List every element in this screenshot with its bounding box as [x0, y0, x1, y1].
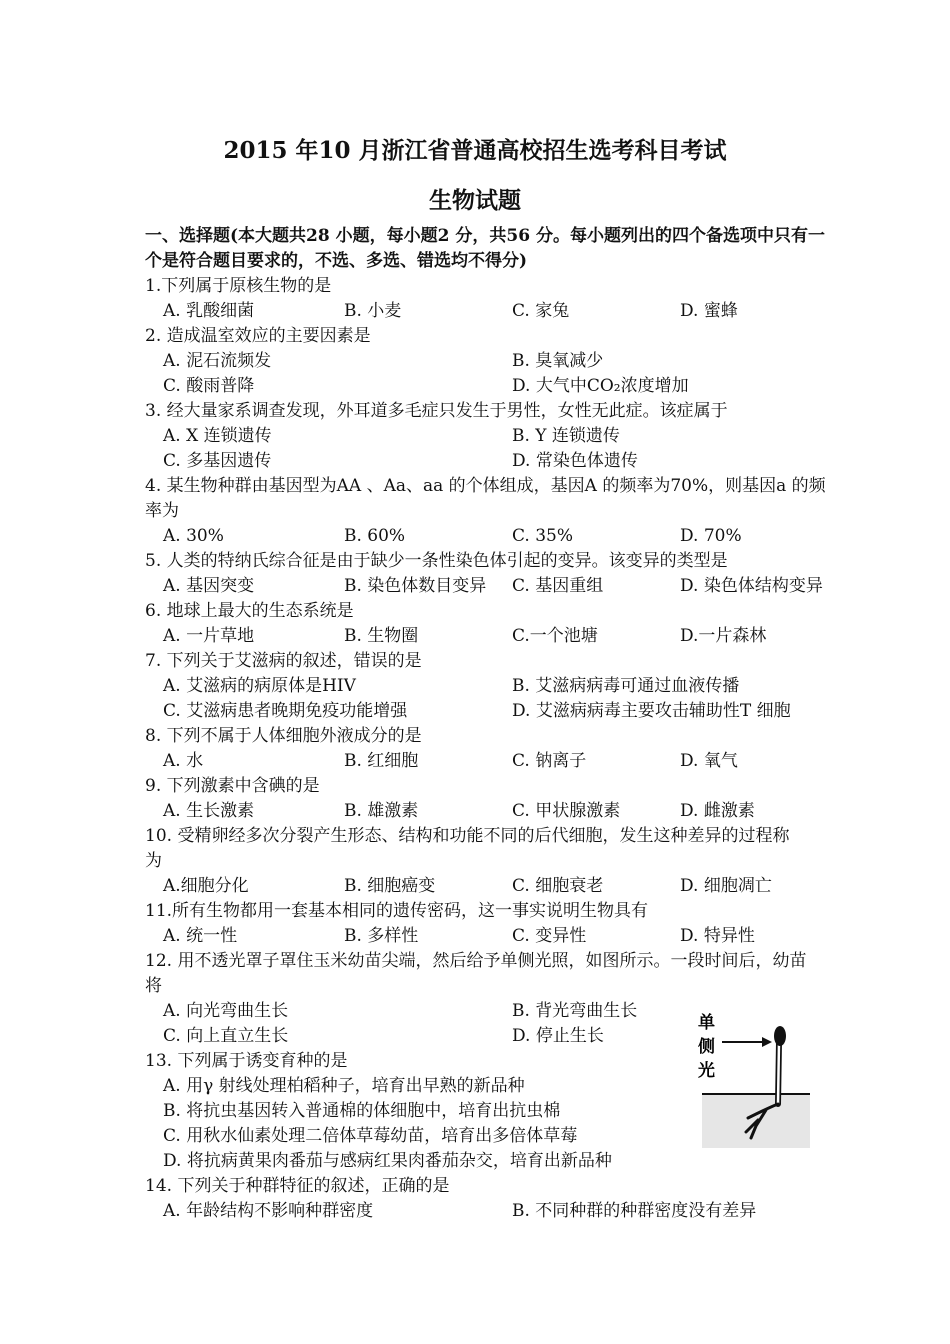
- q5-option-c: C. 基因重组: [512, 576, 604, 596]
- q3-option-a: A. X 连锁遗传: [163, 426, 272, 446]
- q7-option-d: D. 艾滋病病毒主要攻击辅助性T 细胞: [512, 701, 791, 721]
- q14-option-a: A. 年龄结构不影响种群密度: [163, 1201, 374, 1221]
- seedling-stem-icon: [778, 1042, 779, 1104]
- opaque-cap-icon: [774, 1026, 786, 1046]
- seedling-diagram: [696, 1008, 814, 1148]
- q2-stem: 2. 造成温室效应的主要因素是: [145, 326, 371, 346]
- q11-option-c: C. 变异性: [512, 926, 587, 946]
- q12-option-d: D. 停止生长: [512, 1026, 604, 1046]
- q2-option-b: B. 臭氧减少: [512, 351, 604, 371]
- q6-option-c: C.一个池塘: [512, 626, 598, 646]
- q9-option-b: B. 雄激素: [344, 801, 419, 821]
- seedling-figure: [696, 1008, 814, 1148]
- q4-option-d: D. 70%: [680, 526, 742, 546]
- q9-option-c: C. 甲状腺激素: [512, 801, 621, 821]
- q8-option-d: D. 氧气: [680, 751, 738, 771]
- q9-option-a: A. 生长激素: [163, 801, 255, 821]
- q13-option-b: B. 将抗虫基因转入普通棉的体细胞中，培育出抗虫棉: [163, 1101, 561, 1121]
- figure-label-char-3: 光: [698, 1061, 715, 1081]
- q8-option-a: A. 水: [163, 751, 204, 771]
- q13-stem: 13. 下列属于诱变育种的是: [145, 1051, 348, 1071]
- q12-option-b: B. 背光弯曲生长: [512, 1001, 638, 1021]
- exam-title: 2015 年10 月浙江省普通高校招生选考科目考试: [223, 137, 727, 164]
- q12-option-c: C. 向上直立生长: [163, 1026, 289, 1046]
- q4-option-a: A. 30%: [163, 526, 224, 546]
- q4-option-b: B. 60%: [344, 526, 406, 546]
- q11-stem: 11.所有生物都用一套基本相同的遗传密码，这一事实说明生物具有: [145, 901, 649, 921]
- q10-stem-line-2: 为: [145, 851, 162, 871]
- q13-option-c: C. 用秋水仙素处理二倍体草莓幼苗，培育出多倍体草莓: [163, 1126, 578, 1146]
- q10-option-a: A.细胞分化: [163, 876, 249, 896]
- q8-option-b: B. 红细胞: [344, 751, 419, 771]
- q1-option-a: A. 乳酸细菌: [163, 301, 255, 321]
- q1-option-b: B. 小麦: [344, 301, 402, 321]
- q13-option-d: D. 将抗病黄果肉番茄与感病红果肉番茄杂交，培育出新品种: [163, 1151, 612, 1171]
- q2-option-c: C. 酸雨普降: [163, 376, 255, 396]
- q8-option-c: C. 钠离子: [512, 751, 587, 771]
- q11-option-d: D. 特异性: [680, 926, 755, 946]
- q3-option-b: B. Y 连锁遗传: [512, 426, 620, 446]
- q12-option-a: A. 向光弯曲生长: [163, 1001, 289, 1021]
- q14-option-b: B. 不同种群的种群密度没有差异: [512, 1201, 757, 1221]
- section-heading-line-1: 一、选择题(本大题共28 小题，每小题2 分，共56 分。每小题列出的四个备选项中只有一: [145, 226, 825, 246]
- q6-option-d: D.一片森林: [680, 626, 767, 646]
- q8-stem: 8. 下列不属于人体细胞外液成分的是: [145, 726, 422, 746]
- q10-stem-line-1: 10. 受精卵经多次分裂产生形态、结构和功能不同的后代细胞，发生这种差异的过程称: [145, 826, 790, 846]
- q10-option-c: C. 细胞衰老: [512, 876, 604, 896]
- q5-option-d: D. 染色体结构变异: [680, 576, 823, 596]
- q6-option-b: B. 生物圈: [344, 626, 419, 646]
- q7-option-b: B. 艾滋病病毒可通过血液传播: [512, 676, 740, 696]
- q1-option-c: C. 家兔: [512, 301, 570, 321]
- q6-option-a: A. 一片草地: [163, 626, 255, 646]
- q13-option-a: A. 用γ 射线处理柏稻种子，培育出早熟的新品种: [163, 1076, 525, 1096]
- q3-stem: 3. 经大量家系调查发现，外耳道多毛症只发生于男性，女性无此症。该症属于: [145, 401, 728, 421]
- q12-stem-line-2: 将: [145, 976, 162, 996]
- q2-option-a: A. 泥石流频发: [163, 351, 272, 371]
- q4-stem-line-1: 4. 某生物种群由基因型为AA 、Aa、aa 的个体组成，基因A 的频率为70%，则基因a 的频: [145, 476, 826, 496]
- q3-option-d: D. 常染色体遗传: [512, 451, 638, 471]
- exam-subtitle: 生物试题: [429, 187, 521, 214]
- q5-stem: 5. 人类的特纳氏综合征是由于缺少一条性染色体引起的变异。该变异的类型是: [145, 551, 728, 571]
- section-heading-line-2: 个是符合题目要求的，不选、多选、错选均不得分): [145, 251, 528, 271]
- figure-label-char-2: 侧: [698, 1037, 715, 1057]
- q12-stem-line-1: 12. 用不透光罩子罩住玉米幼苗尖端，然后给予单侧光照，如图所示。一段时间后，幼苗: [145, 951, 807, 971]
- q6-stem: 6. 地球上最大的生态系统是: [145, 601, 354, 621]
- q14-stem: 14. 下列关于种群特征的叙述，正确的是: [145, 1176, 450, 1196]
- q4-stem-line-2: 率为: [145, 501, 179, 521]
- q9-option-d: D. 雌激素: [680, 801, 755, 821]
- q10-option-d: D. 细胞凋亡: [680, 876, 772, 896]
- q4-option-c: C. 35%: [512, 526, 573, 546]
- light-arrow-icon: [722, 1037, 772, 1047]
- q3-option-c: C. 多基因遗传: [163, 451, 272, 471]
- q5-option-b: B. 染色体数目变异: [344, 576, 487, 596]
- q10-option-b: B. 细胞癌变: [344, 876, 436, 896]
- q2-option-d: D. 大气中CO₂浓度增加: [512, 376, 689, 396]
- q11-option-b: B. 多样性: [344, 926, 419, 946]
- q1-option-d: D. 蜜蜂: [680, 301, 738, 321]
- q1-stem: 1.下列属于原核生物的是: [145, 276, 332, 296]
- q7-option-a: A. 艾滋病的病原体是HIV: [163, 676, 356, 696]
- q11-option-a: A. 统一性: [163, 926, 238, 946]
- q7-stem: 7. 下列关于艾滋病的叙述，错误的是: [145, 651, 422, 671]
- figure-label-char-1: 单: [698, 1013, 715, 1033]
- q9-stem: 9. 下列激素中含碘的是: [145, 776, 320, 796]
- q7-option-c: C. 艾滋病患者晚期免疫功能增强: [163, 701, 408, 721]
- q5-option-a: A. 基因突变: [163, 576, 255, 596]
